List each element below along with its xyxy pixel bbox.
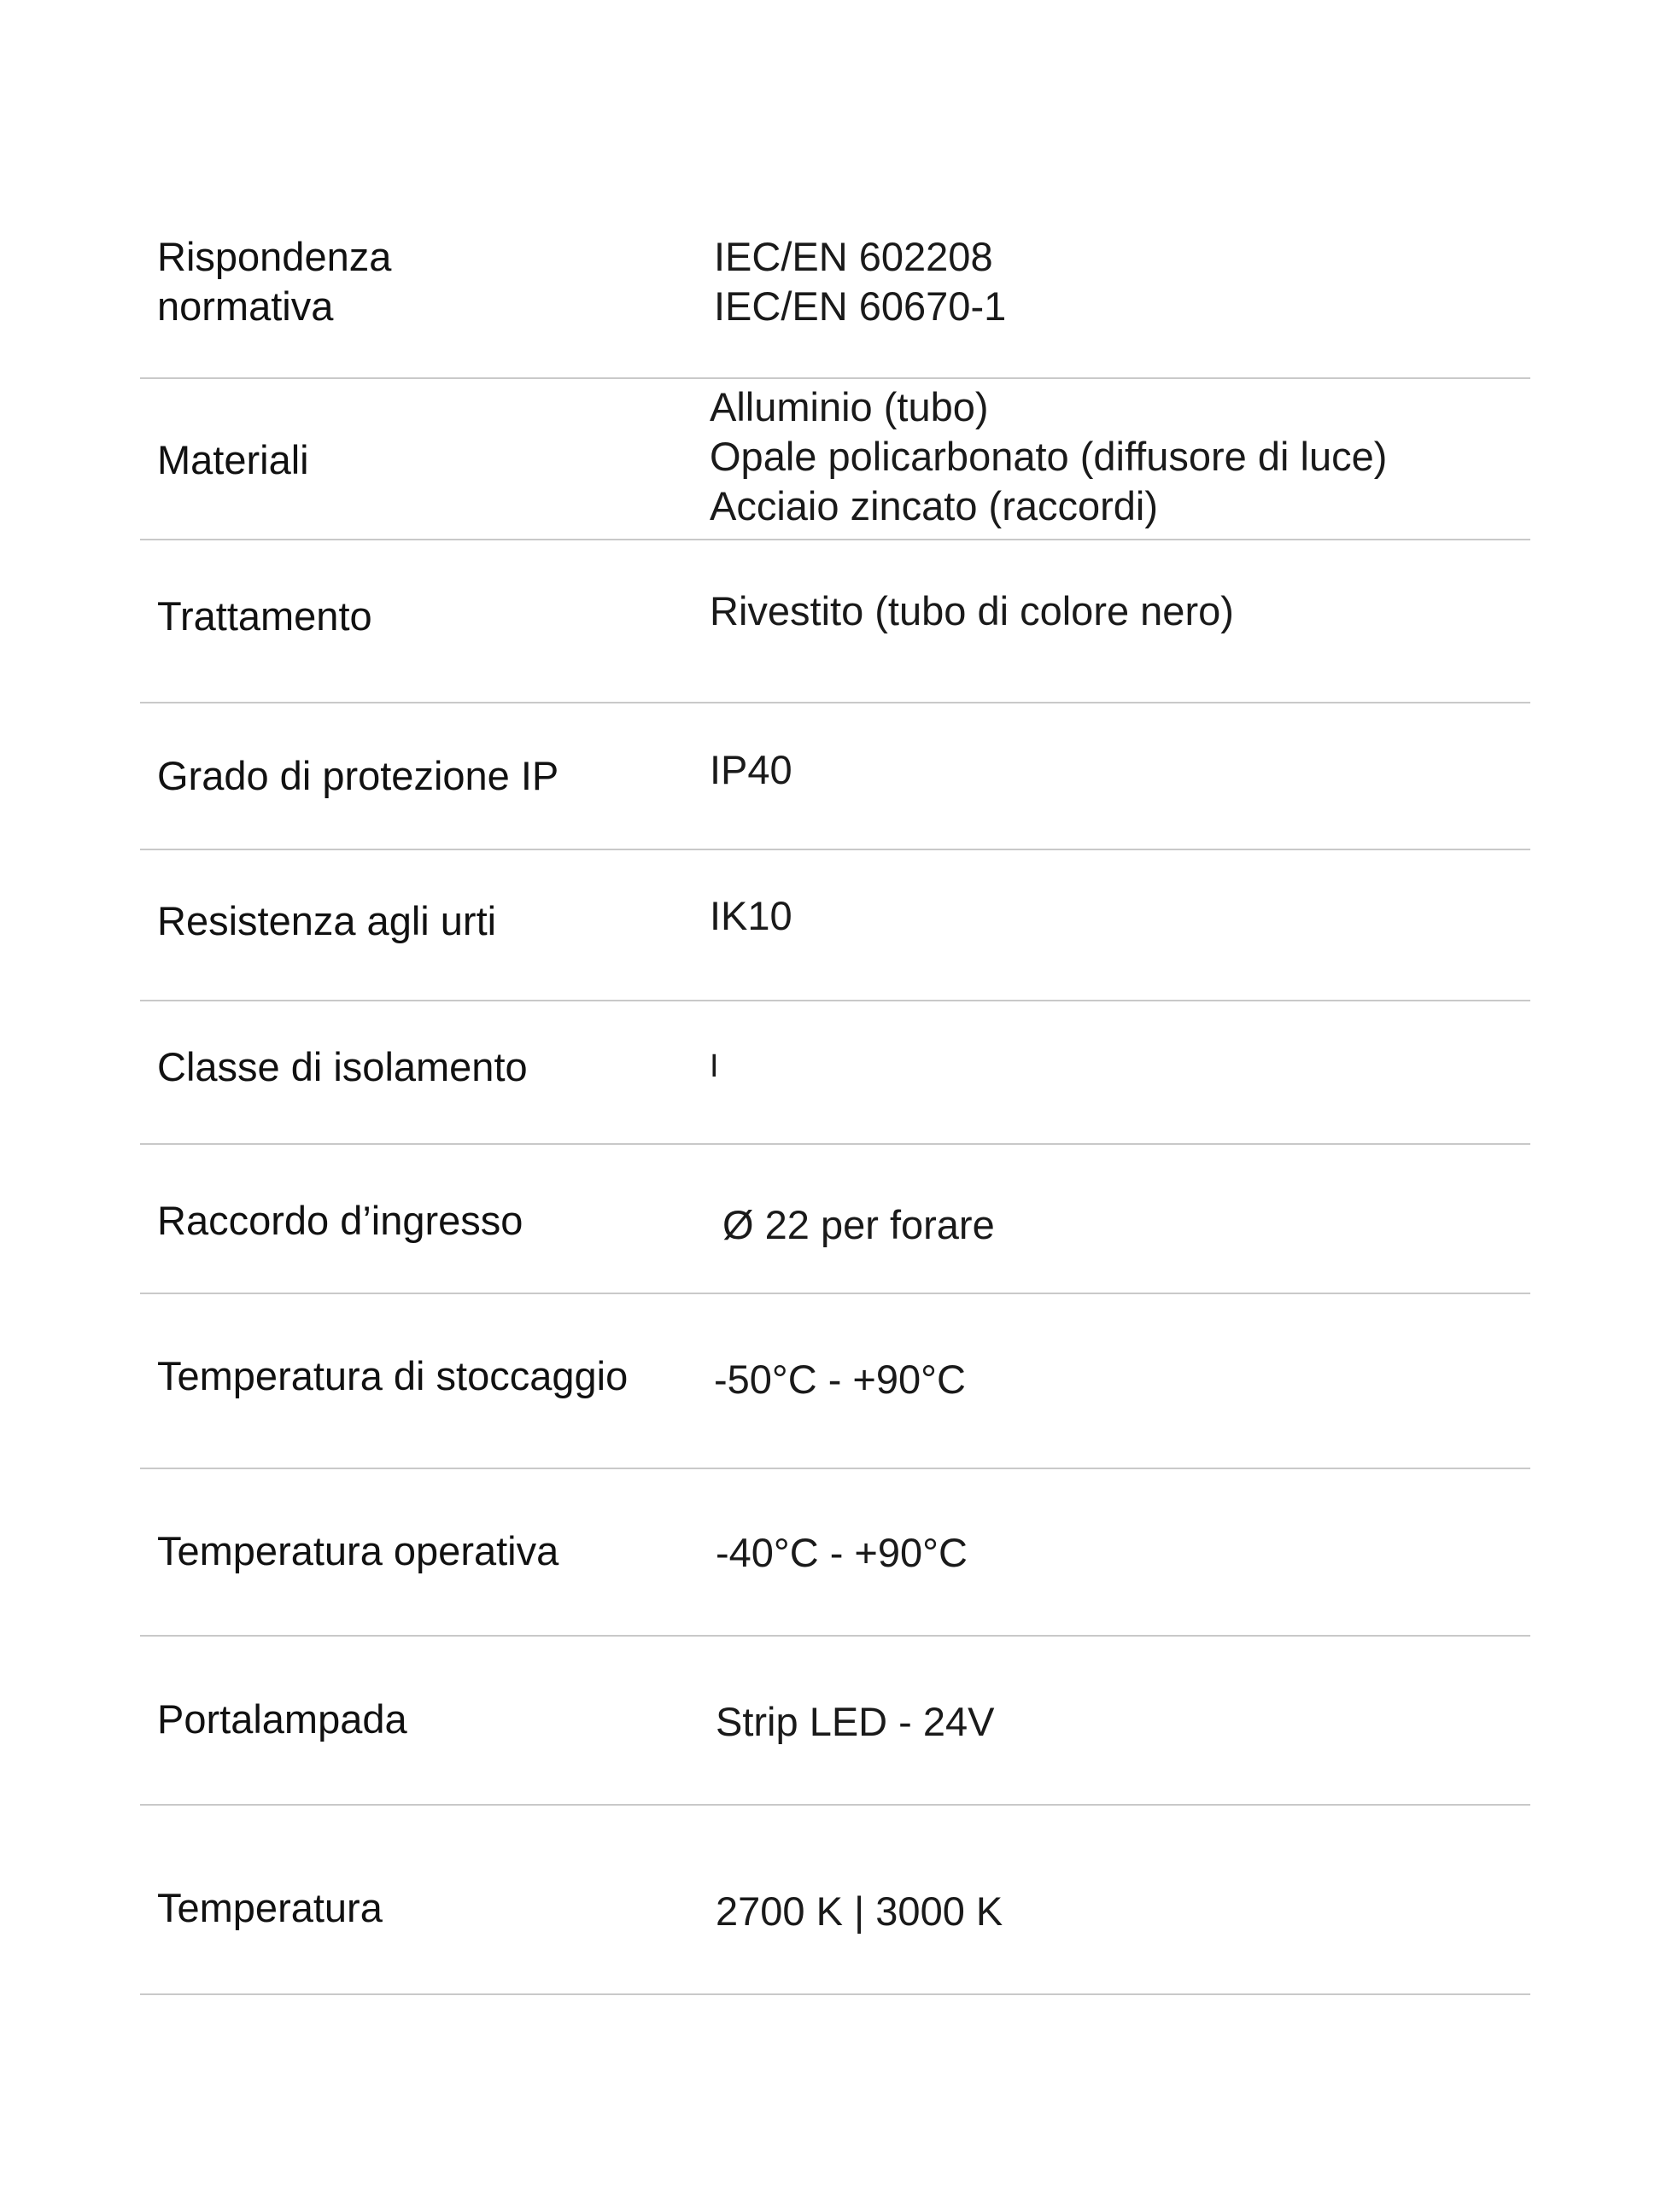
row-divider — [140, 539, 1530, 540]
row-divider — [140, 1635, 1530, 1637]
spec-value: IK10 — [710, 893, 792, 938]
spec-table — [140, 0, 1530, 2212]
spec-value: 2700 K | 3000 K — [716, 1888, 1003, 1934]
spec-label: Trattamento — [157, 593, 372, 639]
row-divider — [140, 1143, 1530, 1145]
spec-value: -50°C - +90°C — [714, 1357, 966, 1402]
row-divider — [140, 377, 1530, 379]
spec-value: IEC/EN 602208 IEC/EN 60670-1 — [714, 234, 1007, 329]
spec-label: Temperatura di stoccaggio — [157, 1353, 629, 1398]
spec-label: Classe di isolamento — [157, 1044, 528, 1089]
spec-value: I — [710, 1048, 719, 1084]
spec-label: Temperatura operativa — [157, 1528, 559, 1573]
spec-label: Rispondenza normativa — [157, 234, 392, 329]
spec-label: Raccordo d’ingresso — [157, 1198, 523, 1243]
spec-value: IP40 — [710, 747, 792, 792]
row-divider — [140, 702, 1530, 703]
spec-value: -40°C - +90°C — [716, 1530, 968, 1575]
row-divider — [140, 1993, 1530, 1995]
spec-label: Grado di protezione IP — [157, 753, 559, 798]
spec-label: Portalampada — [157, 1696, 407, 1742]
spec-label: Materiali — [157, 437, 309, 482]
spec-value: Ø 22 per forare — [722, 1202, 995, 1247]
spec-value: Rivestito (tubo di colore nero) — [710, 588, 1234, 633]
spec-label: Resistenza agli urti — [157, 898, 497, 943]
spec-value: Alluminio (tubo) Opale policarbonato (diffusore di luce) Acciaio zincato (raccordi) — [710, 384, 1388, 528]
row-divider — [140, 1804, 1530, 1806]
row-divider — [140, 1293, 1530, 1294]
spec-label: Temperatura — [157, 1885, 383, 1930]
spec-value: Strip LED - 24V — [716, 1699, 995, 1744]
row-divider — [140, 1000, 1530, 1001]
row-divider — [140, 1468, 1530, 1469]
row-divider — [140, 849, 1530, 850]
